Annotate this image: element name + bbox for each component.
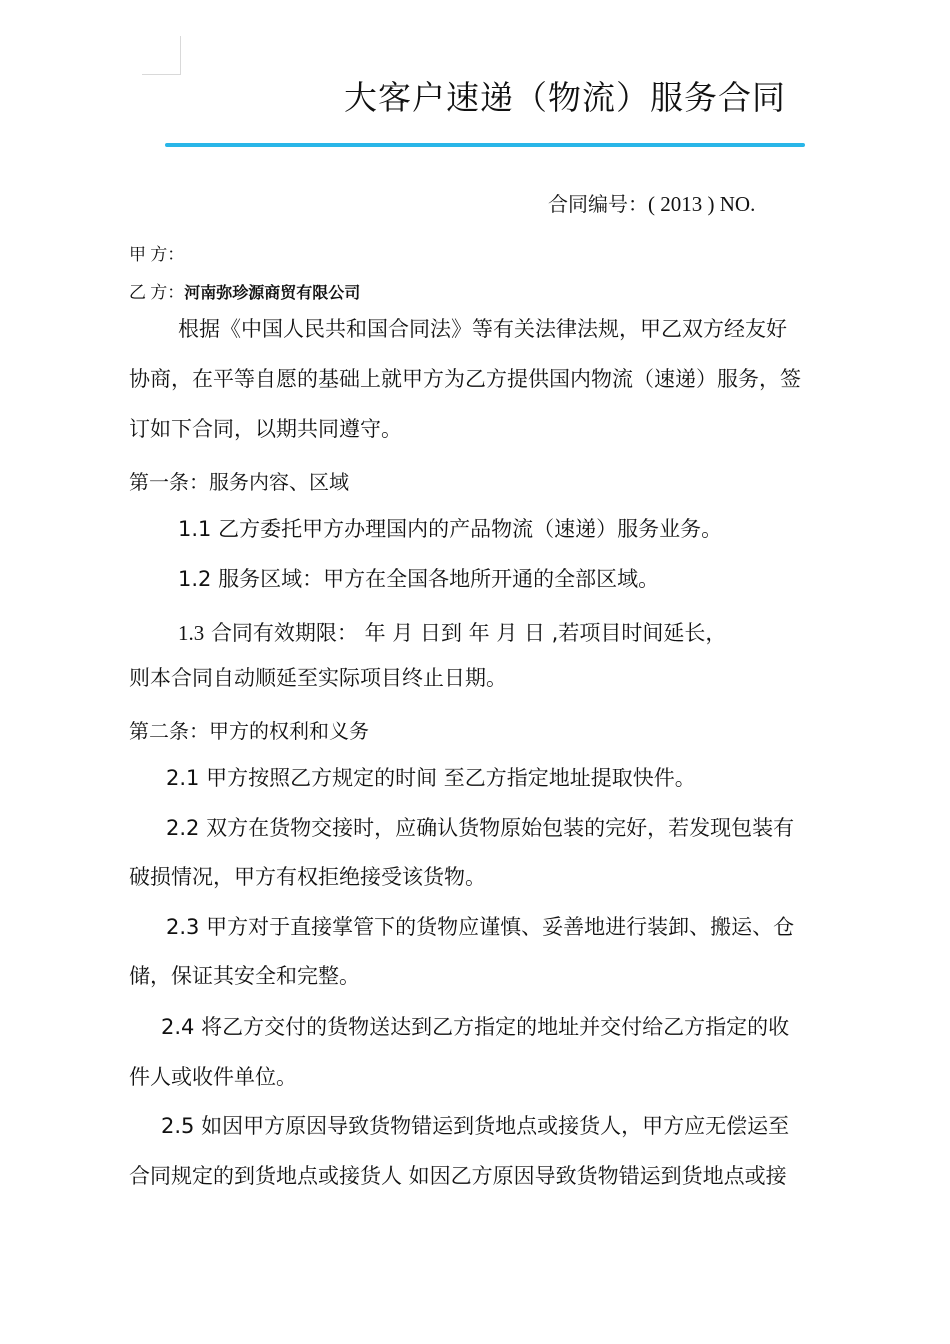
article-1-item-1: 1.1 乙方委托甲方办理国内的产品物流（速递）服务业务。 bbox=[178, 517, 723, 541]
contract-number-value: ( 2013 ) NO. bbox=[648, 192, 756, 216]
article-2-item-4-continued: 件人或收件单位。 bbox=[129, 1065, 297, 1089]
party-b-value: 河南弥珍源商贸有限公司 bbox=[184, 283, 361, 302]
article-2-item-1: 2.1 甲方按照乙方规定的时间 至乙方指定地址提取快件。 bbox=[166, 766, 696, 790]
article-1-item-3 bbox=[178, 617, 726, 647]
article-1-item-3-continued: 则本合同自动顺延至实际项目终止日期。 bbox=[129, 666, 507, 690]
article-1-item-3-number: 1.3 bbox=[178, 621, 205, 645]
article-2-item-4: 2.4 将乙方交付的货物送达到乙方指定的地址并交付给乙方指定的收 bbox=[161, 1015, 790, 1039]
article-2-item-2: 2.2 双方在货物交接时，应确认货物原始包装的完好，若发现包装有 bbox=[166, 816, 795, 840]
crop-mark bbox=[142, 36, 181, 75]
preamble-line-2: 协商，在平等自愿的基础上就甲方为乙方提供国内物流（速递）服务，签 bbox=[129, 367, 801, 391]
preamble-line-3: 订如下合同，以期共同遵守。 bbox=[129, 417, 402, 441]
preamble-line-1: 根据《中国人民共和国合同法》等有关法律法规，甲乙双方经友好 bbox=[178, 317, 787, 341]
party-a-label: 甲 方： bbox=[129, 245, 185, 264]
article-2-item-5: 2.5 如因甲方原因导致货物错运到货地点或接货人，甲方应无偿运至 bbox=[161, 1114, 790, 1138]
contract-number-label: 合同编号： bbox=[548, 192, 648, 216]
article-2-heading: 第二条：甲方的权利和义务 bbox=[129, 719, 369, 743]
article-1-heading: 第一条：服务内容、区域 bbox=[129, 470, 349, 494]
party-b-label: 乙 方： bbox=[129, 283, 185, 302]
article-2-item-3-continued: 储，保证其安全和完整。 bbox=[129, 964, 360, 988]
party-a bbox=[129, 240, 184, 265]
party-b bbox=[129, 278, 360, 303]
article-1-item-3-text: 合同有效期限： 年 月 日到 年 月 日 ,若项目时间延长， bbox=[210, 621, 727, 645]
article-2-item-2-continued: 破损情况，甲方有权拒绝接受该货物。 bbox=[129, 865, 486, 889]
contract-number bbox=[548, 188, 755, 217]
title-underline bbox=[165, 143, 805, 147]
article-2-item-5-continued: 合同规定的到货地点或接货人 如因乙方原因导致货物错运到货地点或接 bbox=[129, 1164, 787, 1188]
article-2-item-3: 2.3 甲方对于直接掌管下的货物应谨慎、妥善地进行装卸、搬运、仓 bbox=[166, 915, 795, 939]
contract-title: 大客户速递（物流）服务合同 bbox=[344, 78, 786, 117]
article-1-item-2: 1.2 服务区域：甲方在全国各地所开通的全部区域。 bbox=[178, 567, 660, 591]
